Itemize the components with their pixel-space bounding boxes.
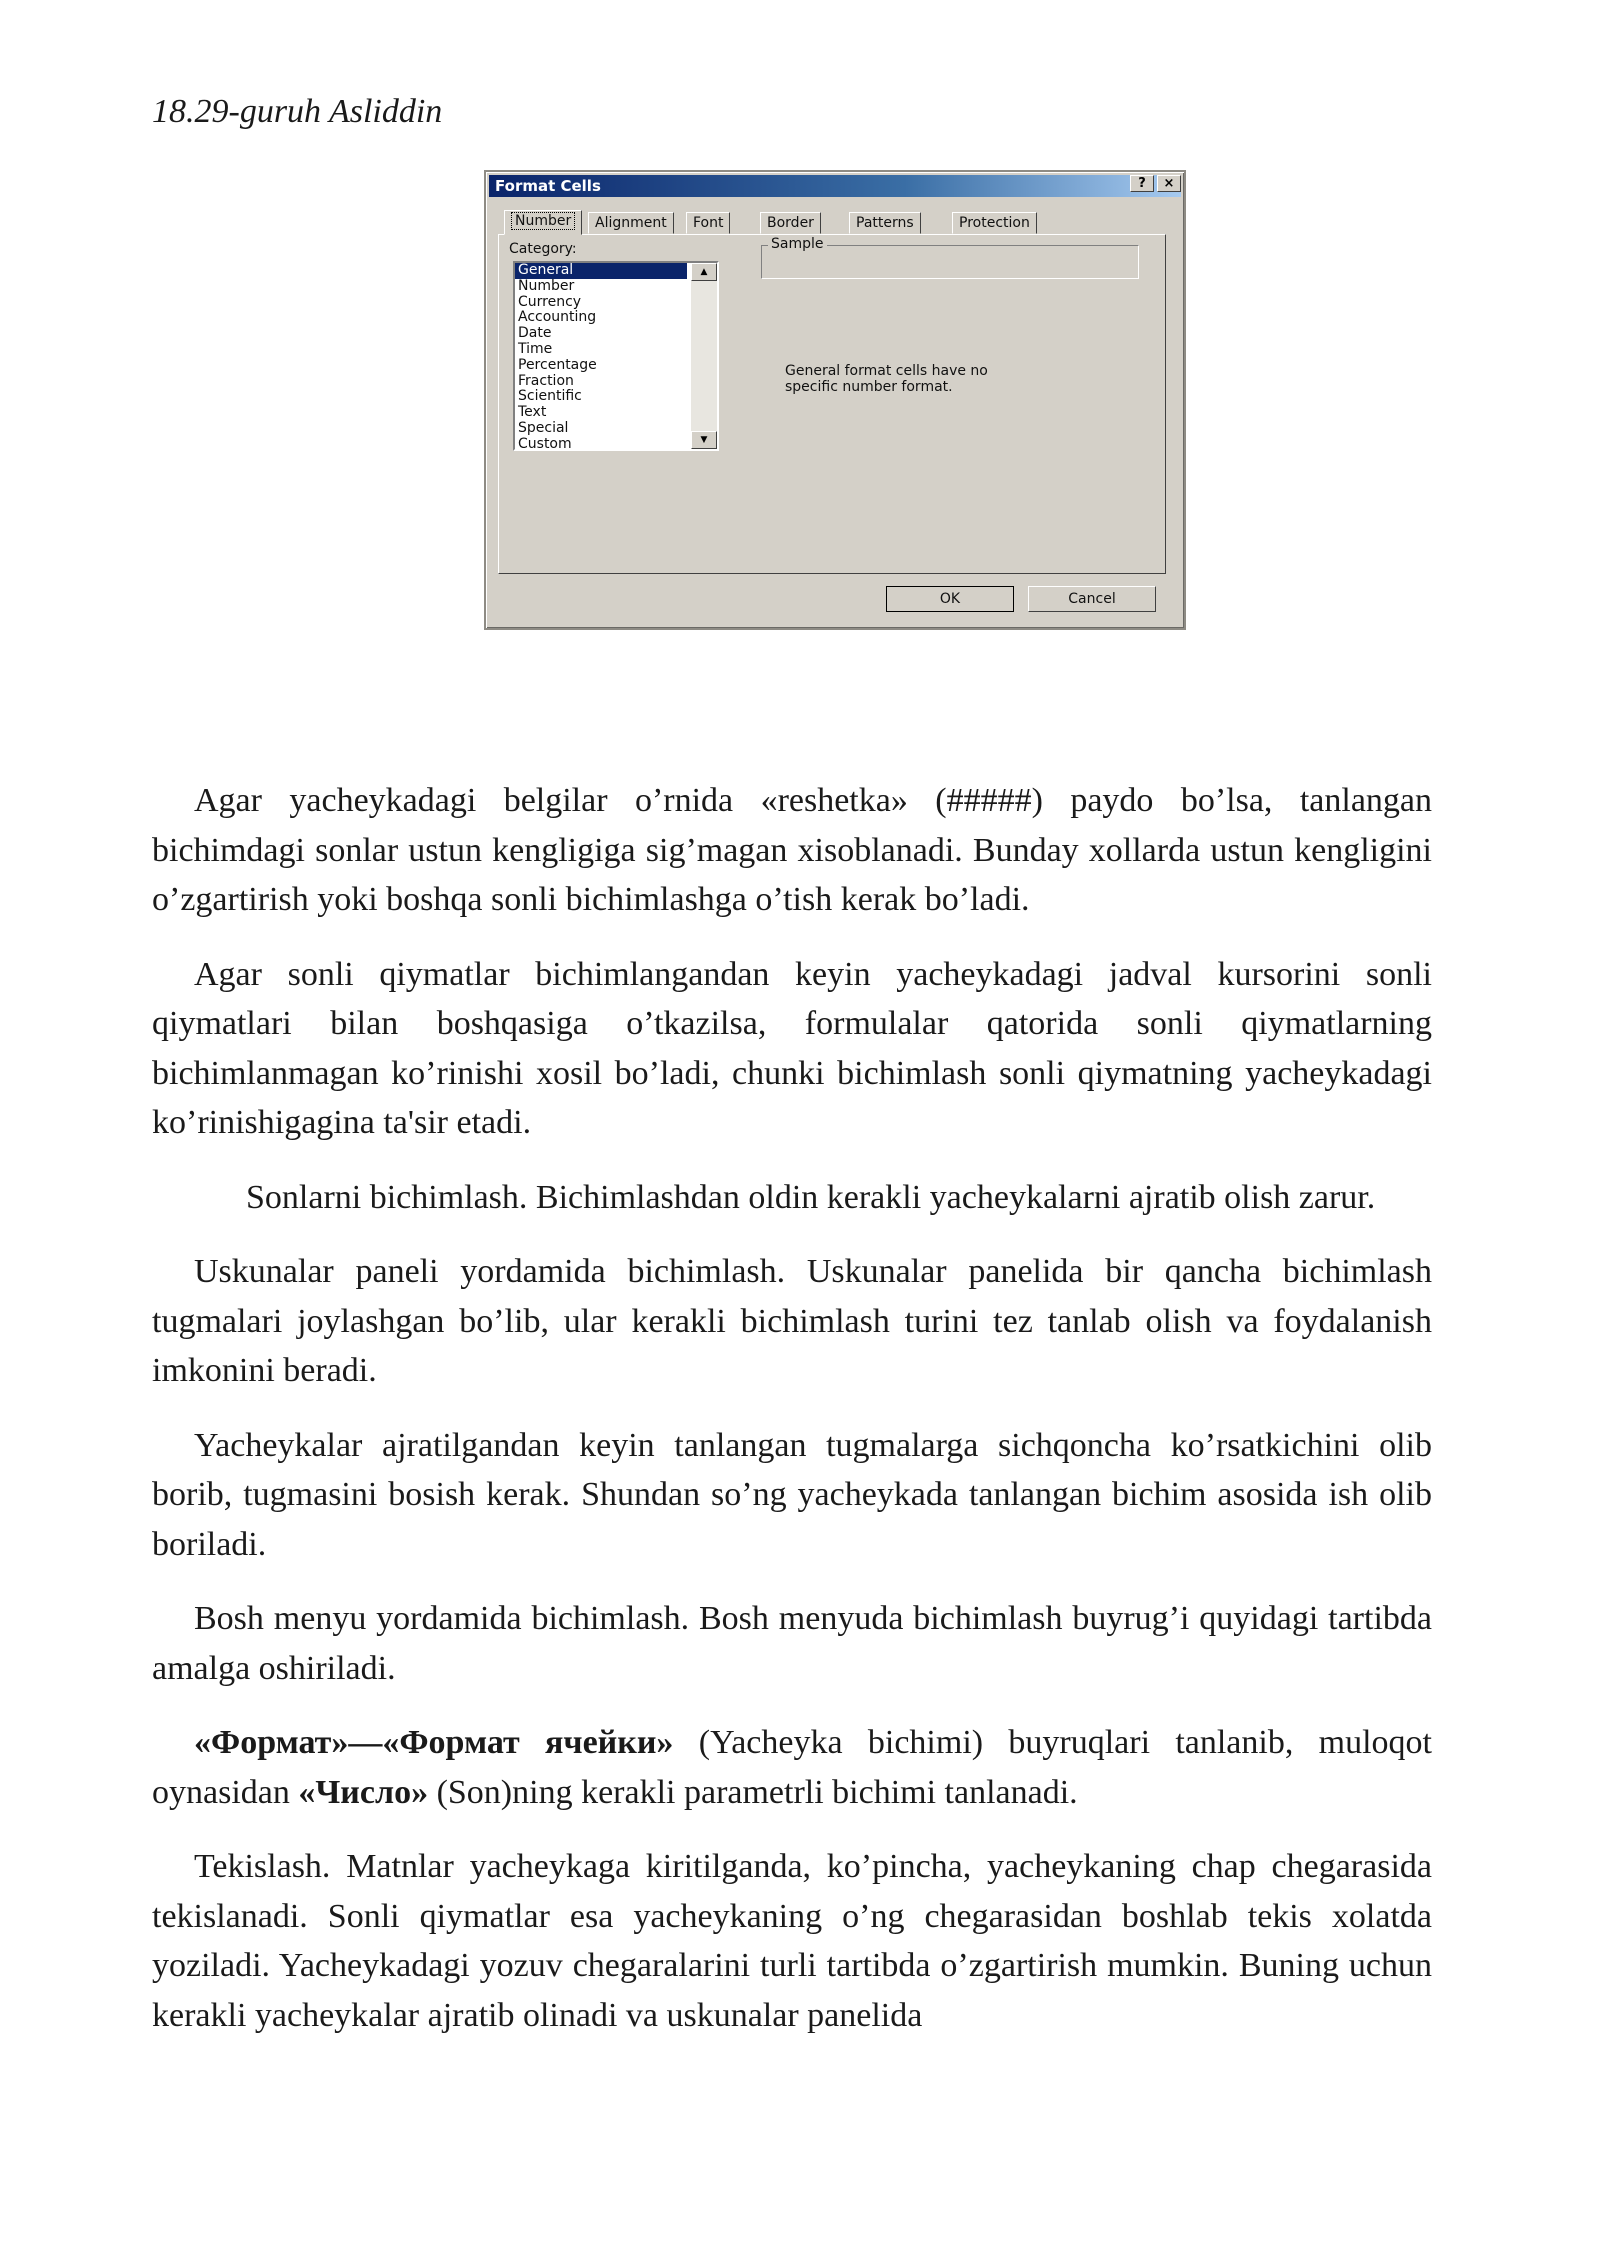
description-line: specific number format. <box>785 379 953 395</box>
cancel-button: Cancel <box>1028 586 1156 612</box>
category-item: Custom <box>518 435 572 451</box>
category-item: Text <box>518 404 547 421</box>
sample-box <box>761 236 1139 279</box>
format-description <box>785 363 1105 395</box>
bold-number-tab: «Число» <box>298 1773 429 1811</box>
scroll-down-icon: ▼ <box>691 431 717 449</box>
category-scrollbar <box>691 263 717 449</box>
page-header: 18.29-guruh Asliddin <box>152 93 443 130</box>
category-item: Special <box>518 419 569 436</box>
paragraph-text: (Yacheyka bichimi) buyruqlari tanlanib, muloqot oynasidan <box>152 1724 1432 1811</box>
tab-patterns: Patterns <box>849 212 921 234</box>
close-icon: × <box>1157 175 1181 192</box>
tab-alignment: Alignment <box>588 212 674 234</box>
paragraph: Sonlarni bichimlash. Bichimlashdan oldin kerakli yacheykalarni ajratib olish zarur. <box>246 1178 1376 1216</box>
category-item: Percentage <box>518 356 597 373</box>
tab-protection: Protection <box>952 212 1037 234</box>
ok-button: OK <box>886 586 1014 612</box>
category-item: General <box>515 263 687 279</box>
tab-number: Number <box>504 210 582 235</box>
tab-border: Border <box>760 212 821 234</box>
description-line: General format cells have no <box>785 363 988 379</box>
format-menu-paragraph <box>152 1718 1432 1817</box>
help-button: ? <box>1130 175 1154 192</box>
category-label: Category: <box>509 241 577 257</box>
category-item: Fraction <box>518 372 574 389</box>
paragraph: Uskunalar paneli yordamida bichimlash. Uskunalar panelida bir qancha bichimlash tugmalari joylashgan bo’lib, ular kerakli bichimlash turini tez tanlab olish va foydalanish imkonini beradi. <box>152 1253 1432 1389</box>
category-item: Accounting <box>518 309 597 326</box>
tab-font: Font <box>686 212 730 234</box>
category-item: Scientific <box>518 388 582 405</box>
number-tab-panel <box>498 234 1166 574</box>
scroll-up-icon: ▲ <box>691 263 717 281</box>
category-item: Date <box>518 325 552 342</box>
paragraph: Bosh menyu yordamida bichimlash. Bosh menyuda bichimlash buyrug’i quyidagi tartibda amalga oshiriladi. <box>152 1600 1432 1687</box>
paragraph: Yacheykalar ajratilgandan keyin tanlangan tugmalarga sichqoncha ko’rsatkichini olib borib, tugmasini bosish kerak. Shundan so’ng yacheykada tanlangan bichim asosida ish olib boriladi. <box>152 1426 1432 1563</box>
category-item: Currency <box>518 293 582 310</box>
dialog-title: Format Cells <box>489 175 1181 197</box>
paragraph-text: (Son)ning kerakli parametrli bichimi tanlanadi. <box>428 1773 1078 1811</box>
bold-menu-path: «Формат»—«Формат ячейки» <box>194 1724 674 1761</box>
paragraph: Tekislash. Matnlar yacheykaga kiritilganda, ko’pincha, yacheykaning chap chegarasida tekislanadi. Sonli qiymatlar esa yacheykaning o’ng chegarasidan boshlab tekis xolatda yoziladi. Yacheykadagi yozuv chegaralarini turli tartibda o’zgartirish mumkin. Buning uchun kerakli yacheykalar ajratib olinadi va uskunalar panelida <box>152 1848 1432 2034</box>
category-listbox <box>513 261 719 451</box>
format-cells-dialog-image <box>484 170 1186 630</box>
category-item: Time <box>518 340 553 357</box>
category-item: Number <box>518 277 575 294</box>
sample-label: Sample <box>768 236 827 252</box>
paragraph: Agar yacheykadagi belgilar o’rnida «reshetka» (#####) paydo bo’lsa, tanlangan bichimdagi sonlar ustun kengligiga sig’magan xisoblanadi. Bunday xollarda ustun kengligini o’zgartirish yoki boshqa sonli bichimlashga o’tish kerak bo’ladi. <box>152 782 1432 918</box>
paragraph: Agar sonli qiymatlar bichimlangandan keyin yacheykadagi jadval kursorini sonli qiymatlari bilan boshqasiga o’tkazilsa, formulalar qatorida sonli qiymatlarning bichimlanmagan ko’rinishi xosil bo’ladi, chunki bichimlash sonli qiymatning yacheykadagi ko’rinishigagina ta'sir etadi. <box>152 955 1432 1141</box>
document-body <box>152 776 1432 2065</box>
